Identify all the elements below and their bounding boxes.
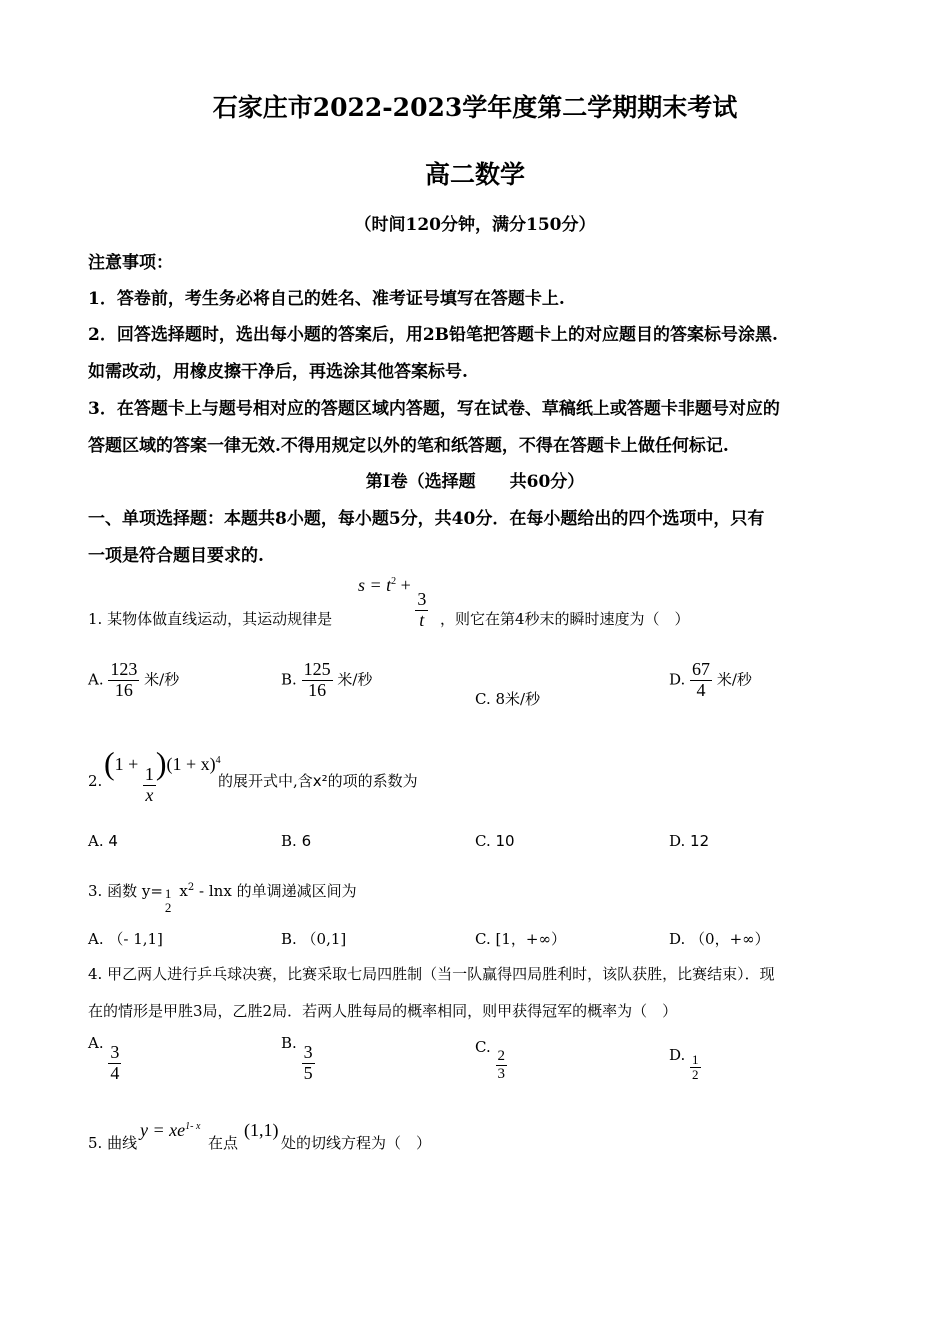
q1-option-b[interactable]: B. $\frac{125}{16}$ 米/秒 [281,659,373,700]
q2-formula: (1 + $\frac{1}{x}$ )$(1 + x)^4$ [104,745,221,805]
note-3-cont: 答题区域的答案一律无效.不得用规定以外的笔和纸答题，不得在答题卡上做任何标记. [88,436,729,456]
q3-option-b[interactable]: B. （0,1] [281,930,347,948]
q1-option-a[interactable]: A. $\frac{123}{16}$ 米/秒 [88,659,180,700]
subject-title: 高二数学 [424,160,525,189]
q4-option-a[interactable]: A. $\frac{3}{4}$ [88,1034,120,1083]
q2-option-d[interactable]: D. 12 [669,832,710,850]
q1-option-c[interactable]: C. 8米/秒 [475,690,541,708]
note-2: 2．回答选择题时，选出每小题的答案后，用2B铅笔把答题卡上的对应题目的答案标号涂黑. [88,325,778,345]
q4-line-1: 4. 甲乙两人进行乒乓球决赛，比赛采取七局四胜制（当一队赢得四局胜利时，该队获胜，比赛结束）．现 [88,965,775,983]
exam-title: 石家庄市2022-2023学年度第二学期期末考试 [212,93,738,122]
q1-formula: $s = t^2$ + $\frac{3}{t}$ [358,575,427,630]
note-2-cont: 如需改动，用橡皮擦干净后，再选涂其他答案标号. [88,362,468,382]
section-intro: 一、单项选择题：本题共8小题，每小题5分，共40分．在每小题给出的四个选项中，只有 [88,509,765,529]
q2-option-b[interactable]: B. 6 [281,832,312,850]
part-1-heading: 第Ⅰ卷（选择题 共60分） [365,472,585,492]
section-intro-cont: 一项是符合题目要求的. [88,546,264,566]
q1-prefix: 1. 某物体做直线运动，其运动规律是 [88,610,333,628]
q3-question: 3. 函数 y= 1 2 $x^2$ - lnx 的单调递减区间为 [88,882,357,916]
q1-option-d[interactable]: D. $\frac{67}{4}$ 米/秒 [669,659,752,700]
q4-option-c[interactable]: C. $\frac{2}{3}$ [475,1038,505,1082]
notes-heading: 注意事项： [88,253,173,273]
q3-option-a[interactable]: A. （- 1,1] [88,930,163,948]
q5-mid: 在点 [208,1134,239,1152]
q1-suffix: ，则它在第4秒末的瞬时速度为（ ） [440,610,690,628]
q5-prefix: 5. 曲线 [88,1134,138,1152]
q4-option-b[interactable]: B. $\frac{3}{5}$ [281,1034,313,1083]
q3-option-d[interactable]: D. （0，+∞） [669,930,770,948]
q2-suffix: 的展开式中,含x²的项的系数为 [218,772,418,790]
q4-line-2: 在的情形是甲胜3局，乙胜2局．若两人胜每局的概率相同，则甲获得冠军的概率为（ ） [88,1002,678,1020]
q4-option-d[interactable]: D. $\frac{1}{2}$ [669,1046,699,1083]
q3-option-c[interactable]: C. [1，+∞） [475,930,566,948]
note-1: 1．答卷前，考生务必将自己的姓名、准考证号填写在答题卡上. [88,289,565,309]
q2-prefix: 2. [88,772,103,790]
q5-point: (1,1) [244,1120,279,1140]
note-3: 3．在答题卡上与题号相对应的答题区域内答题，写在试卷、草稿纸上或答题卡非题号对应的 [88,399,780,419]
q5-formula: $y = xe^{1- x}$ [140,1120,201,1140]
time-note: （时间120分钟，满分150分） [354,215,596,235]
q2-option-c[interactable]: C. 10 [475,832,515,850]
q2-option-a[interactable]: A. 4 [88,832,118,850]
q5-suffix: 处的切线方程为（ ） [281,1134,432,1152]
